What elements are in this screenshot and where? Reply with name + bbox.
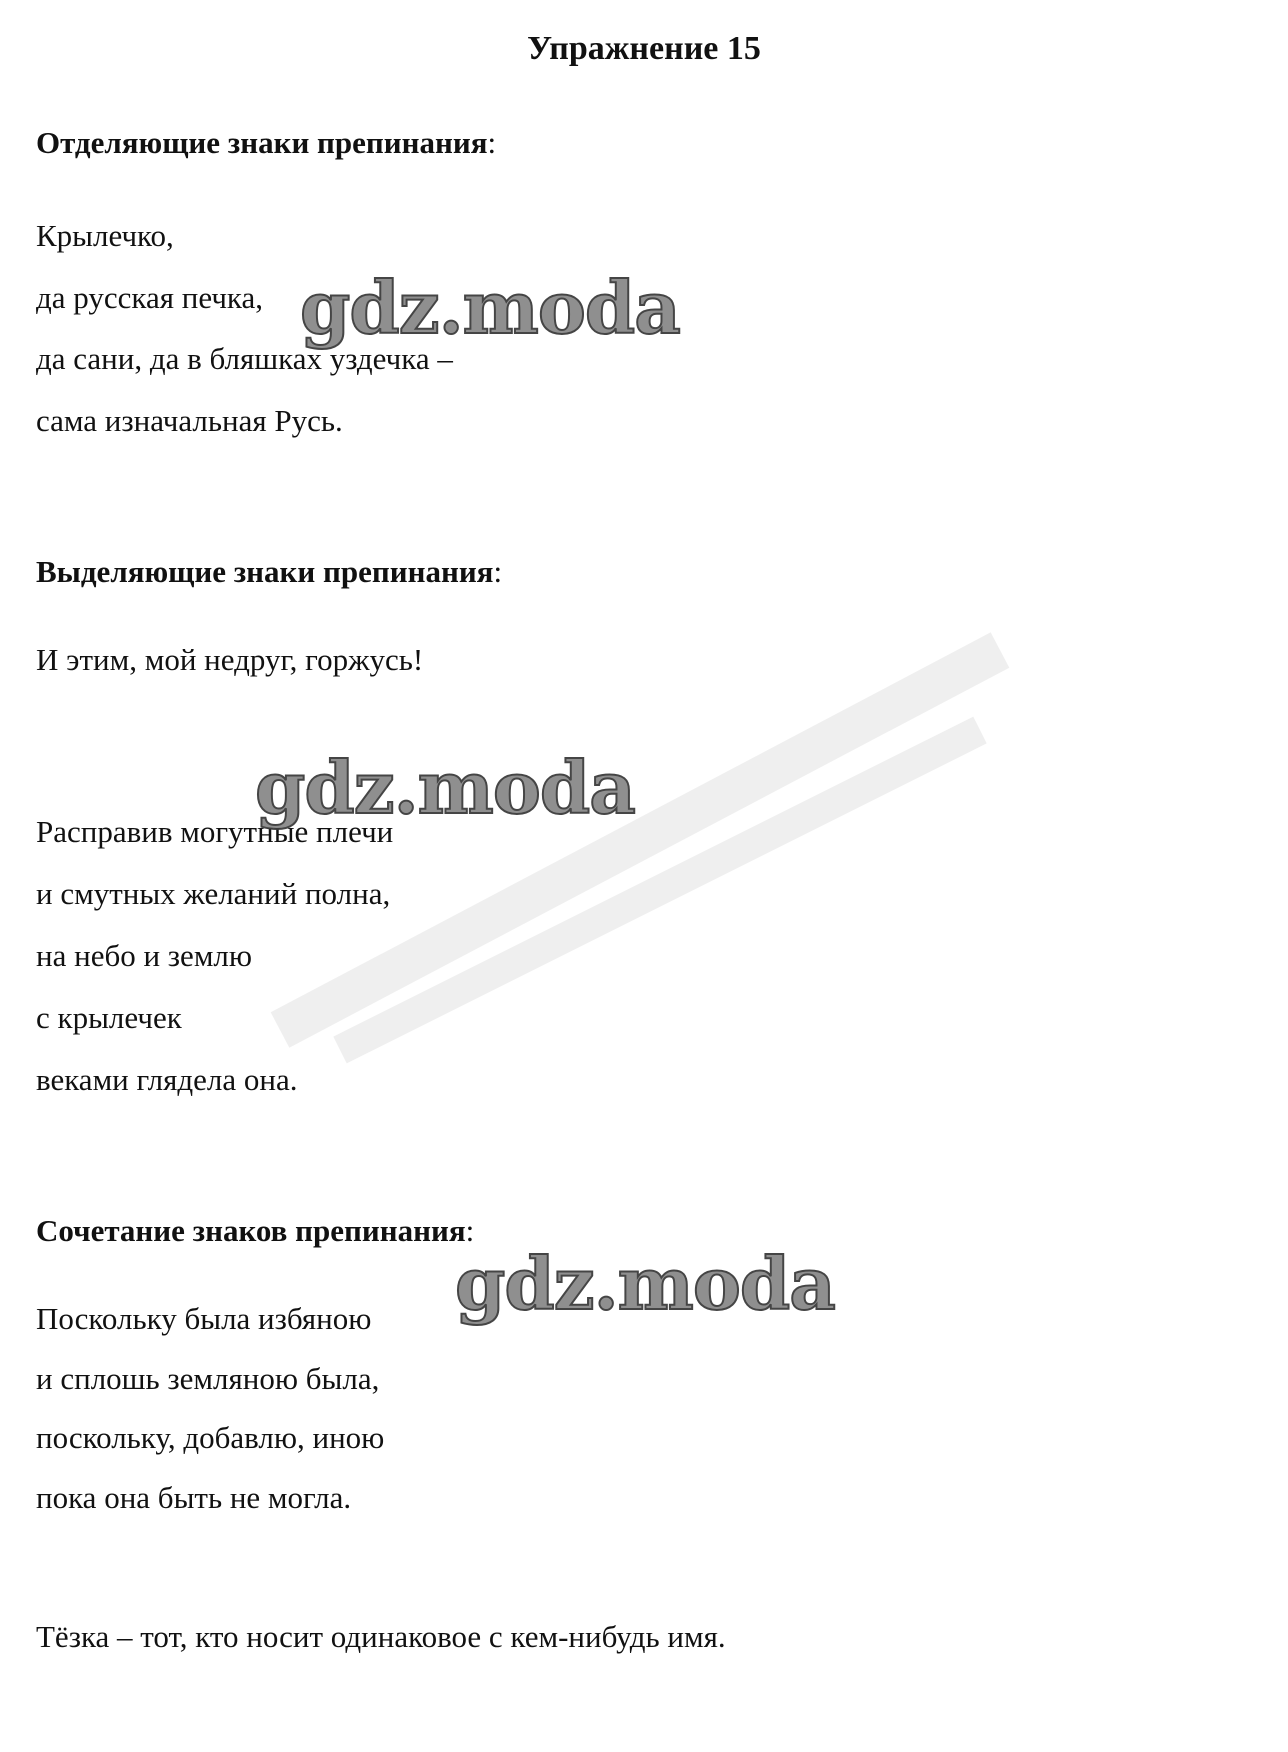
poem-line: Расправив могутные плечи (36, 814, 394, 849)
page-title: Упражнение 15 (527, 30, 761, 67)
background-emblem (260, 610, 1020, 1070)
poem-line: на небо и землю (36, 938, 253, 973)
heading-text: Выделяющие знаки препинания (36, 554, 494, 589)
heading-colon: : (487, 125, 497, 160)
poem-line: веками глядела она. (36, 1062, 298, 1097)
heading-colon: : (493, 554, 503, 589)
poem-line: да сани, да в бляшках уздечка – (36, 341, 453, 376)
heading-text: Сочетание знаков препинания (36, 1213, 466, 1248)
poem-line: сама изначальная Русь. (36, 403, 343, 438)
section-heading-separating (36, 125, 496, 161)
poem-line: и сплошь земляною была, (36, 1361, 380, 1396)
poem-line: с крылечек (36, 1000, 182, 1035)
watermark-logo: gdz.moda (255, 745, 635, 830)
watermark-logo: gdz.moda (300, 265, 680, 350)
poem-line: Поскольку была избяною (36, 1301, 372, 1336)
poem-line: и смутных желаний полна, (36, 876, 391, 911)
section-heading-highlighting (36, 554, 502, 590)
poem-line: И этим, мой недруг, горжусь! (36, 642, 424, 677)
heading-colon: : (465, 1213, 475, 1248)
heading-text: Отделяющие знаки препинания (36, 125, 488, 160)
footnote: Тёзка – тот, кто носит одинаковое с кем-нибудь имя. (36, 1619, 726, 1654)
poem-line: Крылечко, (36, 218, 174, 253)
section-heading-combination (36, 1213, 474, 1249)
poem-line: пока она быть не могла. (36, 1480, 352, 1515)
poem-line: да русская печка, (36, 280, 264, 315)
poem-line: поскольку, добавлю, иною (36, 1420, 385, 1455)
watermark-logo: gdz.moda (455, 1241, 835, 1326)
